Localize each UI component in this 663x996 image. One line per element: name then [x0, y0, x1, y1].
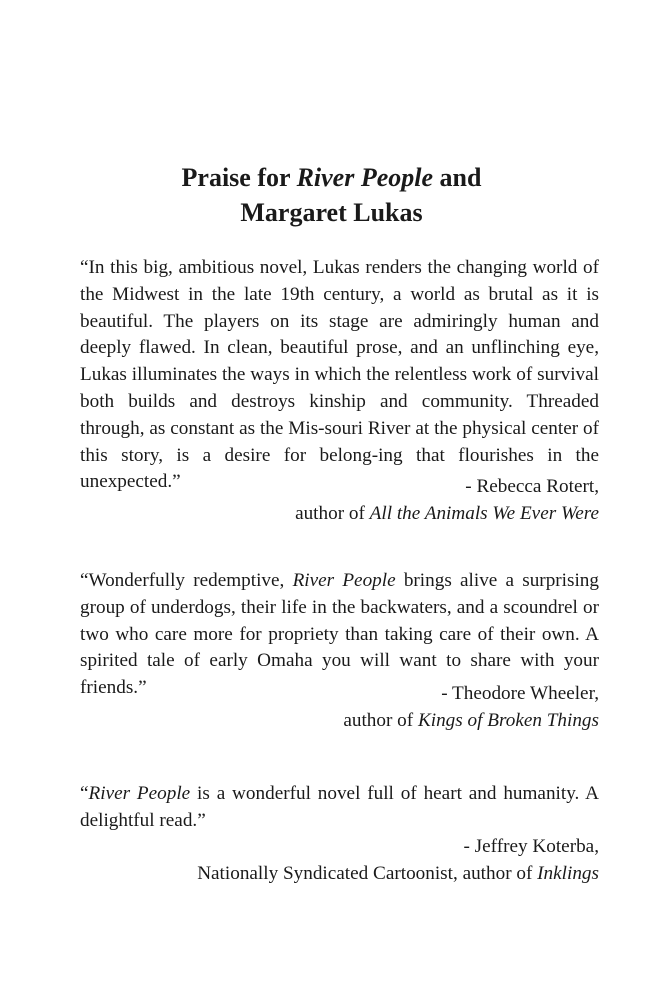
attribution-credit: author of All the Animals We Ever Were	[295, 502, 599, 524]
attribution-credit: author of Kings of Broken Things	[343, 709, 599, 731]
quote-book-name: River People	[292, 570, 396, 591]
attribution-book-title: Inklings	[537, 862, 599, 884]
blurb-quote-1: “In this big, ambitious novel, Lukas renders the changing world of the Midwest in the late 19th century, a world as brutal as it is beautiful. The players on its stage are admiringly human and deeply flawed. In clean, beautiful prose, and an unflinching eye, Lukas illuminates the ways in which the relentless work of survival both builds and destroys kinship and community. Threaded through, as constant as the Mis-souri River at the physical center of this story, is a desire for belong-ing that flourishes in the unexpected.”	[80, 257, 599, 493]
attribution-book-title: Kings of Broken Things	[417, 709, 599, 731]
attribution-name: - Rebecca Rotert,	[465, 476, 599, 497]
page-title	[0, 160, 663, 230]
title-line-2: Margaret Lukas	[240, 198, 423, 227]
blurb-quote-3: “River People is a wonderful novel full of heart and humanity. A delightful read.”	[80, 783, 599, 831]
blurb-attribution-2	[343, 681, 599, 735]
title-line-1: Praise for River People and	[181, 163, 482, 192]
title-book-name: River People	[296, 163, 434, 192]
attribution-credit: Nationally Syndicated Cartoonist, author of Inklings	[197, 862, 599, 884]
blurb-attribution-1	[295, 474, 599, 528]
attribution-name: - Theodore Wheeler,	[441, 683, 599, 704]
quote-book-name: River People	[88, 783, 191, 804]
attribution-book-title: All the Animals We Ever Were	[369, 502, 599, 524]
blurb-quote-2: “Wonderfully redemptive, River People brings alive a surprising group of underdogs, their life in the backwaters, and a scoundrel or two who care more for propriety than taking care of their own. A spirited tale of early Omaha you will want to share with your friends.”	[80, 570, 599, 699]
blurb-attribution-3	[197, 834, 599, 888]
attribution-name: - Jeffrey Koterba,	[463, 836, 599, 857]
